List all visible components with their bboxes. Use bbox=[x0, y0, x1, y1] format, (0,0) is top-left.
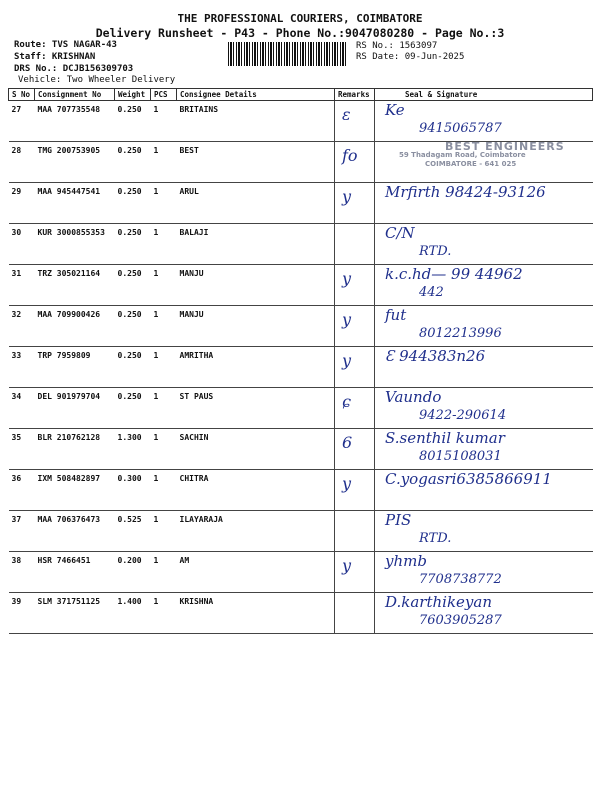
table-row bbox=[9, 306, 593, 347]
remark-mark: y bbox=[342, 187, 352, 206]
cell-consignee: BRITAINS bbox=[177, 101, 335, 142]
cell-weight: 0.250 bbox=[115, 101, 151, 142]
cell-sno: 33 bbox=[9, 347, 35, 388]
signature-line-1: k.c.hd— 99 44962 bbox=[385, 265, 523, 283]
cell-sno: 29 bbox=[9, 183, 35, 224]
cell-weight: 0.250 bbox=[115, 347, 151, 388]
signature-line-1: C/N bbox=[385, 224, 415, 242]
cell-pcs: 1 bbox=[151, 429, 177, 470]
cell-remarks bbox=[335, 511, 375, 552]
table-row bbox=[9, 142, 593, 183]
cell-weight: 0.250 bbox=[115, 224, 151, 265]
cell-sno: 32 bbox=[9, 306, 35, 347]
cell-weight: 0.250 bbox=[115, 142, 151, 183]
table-row bbox=[9, 347, 593, 388]
cell-consignment-no: TRZ 305021164 bbox=[35, 265, 115, 306]
cell-consignment-no: MAA 945447541 bbox=[35, 183, 115, 224]
cell-consignment-no: SLM 371751125 bbox=[35, 593, 115, 634]
col-consignee-header: Consignee Details bbox=[177, 89, 335, 101]
cell-consignment-no: TMG 200753905 bbox=[35, 142, 115, 183]
cell-signature bbox=[375, 142, 593, 183]
col-weight-header: Weight bbox=[115, 89, 151, 101]
col-consignment-header: Consignment No bbox=[35, 89, 115, 101]
cell-consignee: CHITRA bbox=[177, 470, 335, 511]
signature-line-1: S.senthil kumar bbox=[385, 429, 505, 447]
cell-remarks bbox=[335, 552, 375, 593]
cell-pcs: 1 bbox=[151, 388, 177, 429]
table-row bbox=[9, 511, 593, 552]
cell-sno: 31 bbox=[9, 265, 35, 306]
cell-signature bbox=[375, 183, 593, 224]
cell-pcs: 1 bbox=[151, 101, 177, 142]
cell-consignee: MANJU bbox=[177, 265, 335, 306]
cell-consignee: ARUL bbox=[177, 183, 335, 224]
signature-line-2: 7603905287 bbox=[419, 613, 502, 628]
cell-consignee: SACHIN bbox=[177, 429, 335, 470]
signature-line-1: D.karthikeyan bbox=[385, 593, 492, 611]
cell-signature bbox=[375, 101, 593, 142]
cell-consignee: BALAJI bbox=[177, 224, 335, 265]
cell-consignment-no: KUR 3000855353 bbox=[35, 224, 115, 265]
remark-mark: y bbox=[342, 474, 352, 493]
cell-consignment-no: MAA 709900426 bbox=[35, 306, 115, 347]
remark-mark: ɕ bbox=[342, 392, 351, 411]
table-row bbox=[9, 388, 593, 429]
cell-signature bbox=[375, 593, 593, 634]
cell-weight: 0.300 bbox=[115, 470, 151, 511]
stamp-line: BEST ENGINEERS bbox=[445, 140, 565, 153]
table-row bbox=[9, 101, 593, 142]
cell-pcs: 1 bbox=[151, 552, 177, 593]
cell-remarks bbox=[335, 101, 375, 142]
cell-consignee: ILAYARAJA bbox=[177, 511, 335, 552]
cell-consignee: AM bbox=[177, 552, 335, 593]
signature-line-1: Vaundo bbox=[385, 388, 442, 406]
cell-sno: 30 bbox=[9, 224, 35, 265]
cell-signature bbox=[375, 224, 593, 265]
table-row bbox=[9, 224, 593, 265]
cell-weight: 0.250 bbox=[115, 265, 151, 306]
remark-mark: y bbox=[342, 556, 352, 575]
signature-line-1: PIS bbox=[385, 511, 412, 529]
cell-remarks bbox=[335, 142, 375, 183]
remark-mark: ɛ bbox=[342, 105, 351, 124]
cell-sno: 34 bbox=[9, 388, 35, 429]
remark-mark: fo bbox=[342, 146, 358, 165]
signature-line-1: Ke bbox=[385, 101, 405, 119]
cell-remarks bbox=[335, 593, 375, 634]
cell-pcs: 1 bbox=[151, 265, 177, 306]
cell-weight: 0.250 bbox=[115, 388, 151, 429]
cell-consignment-no: IXM 508482897 bbox=[35, 470, 115, 511]
remark-mark: 6 bbox=[342, 433, 353, 452]
company-stamp bbox=[385, 142, 565, 169]
cell-weight: 1.300 bbox=[115, 429, 151, 470]
cell-pcs: 1 bbox=[151, 306, 177, 347]
company-title: THE PROFESSIONAL COURIERS, COIMBATORE bbox=[177, 12, 423, 25]
remark-mark: y bbox=[342, 351, 352, 370]
cell-pcs: 1 bbox=[151, 470, 177, 511]
cell-pcs: 1 bbox=[151, 511, 177, 552]
cell-pcs: 1 bbox=[151, 183, 177, 224]
route-label: Route: TVS NAGAR-43 bbox=[14, 40, 117, 50]
signature-line-2: 9415065787 bbox=[419, 121, 502, 136]
cell-consignment-no: DEL 901979704 bbox=[35, 388, 115, 429]
signature-line-1: Mrfirth 98424-93126 bbox=[385, 183, 546, 201]
cell-signature bbox=[375, 306, 593, 347]
cell-remarks bbox=[335, 429, 375, 470]
cell-weight: 0.200 bbox=[115, 552, 151, 593]
cell-consignment-no: HSR 7466451 bbox=[35, 552, 115, 593]
cell-consignment-no: TRP 7959809 bbox=[35, 347, 115, 388]
cell-signature bbox=[375, 511, 593, 552]
cell-weight: 0.525 bbox=[115, 511, 151, 552]
signature-line-1: Ɛ 944383n26 bbox=[385, 347, 486, 365]
col-remarks-header: Remarks bbox=[335, 89, 375, 101]
cell-sno: 27 bbox=[9, 101, 35, 142]
cell-remarks bbox=[335, 306, 375, 347]
col-sno-header: S No bbox=[9, 89, 35, 101]
cell-remarks bbox=[335, 347, 375, 388]
cell-consignee: AMRITHA bbox=[177, 347, 335, 388]
signature-line-1: yhmb bbox=[385, 552, 427, 570]
cell-consignment-no: MAA 706376473 bbox=[35, 511, 115, 552]
cell-remarks bbox=[335, 183, 375, 224]
remark-mark: y bbox=[342, 310, 352, 329]
cell-pcs: 1 bbox=[151, 224, 177, 265]
cell-remarks bbox=[335, 265, 375, 306]
rs-date-label: RS Date: 09-Jun-2025 bbox=[356, 52, 465, 62]
cell-sno: 28 bbox=[9, 142, 35, 183]
signature-line-2: RTD. bbox=[419, 244, 452, 259]
stamp-line: COIMBATORE - 641 025 bbox=[425, 160, 517, 168]
cell-signature bbox=[375, 429, 593, 470]
cell-sno: 39 bbox=[9, 593, 35, 634]
cell-signature bbox=[375, 265, 593, 306]
table-row bbox=[9, 593, 593, 634]
signature-line-2: 9422-290614 bbox=[419, 408, 507, 423]
cell-weight: 0.250 bbox=[115, 306, 151, 347]
runsheet-subtitle: Delivery Runsheet - P43 - Phone No.:9047080280 - Page No.:3 bbox=[95, 26, 505, 40]
signature-line-2: 7708738772 bbox=[419, 572, 502, 587]
cell-consignee: ST PAUS bbox=[177, 388, 335, 429]
table-row bbox=[9, 183, 593, 224]
col-pcs-header: PCS bbox=[151, 89, 177, 101]
cell-signature bbox=[375, 552, 593, 593]
remark-mark: y bbox=[342, 269, 352, 288]
cell-signature bbox=[375, 347, 593, 388]
runsheet-table bbox=[8, 88, 593, 634]
signature-line-2: RTD. bbox=[419, 531, 452, 546]
signature-line-1: fut bbox=[385, 306, 407, 324]
signature-line-2: 442 bbox=[419, 285, 444, 300]
cell-consignment-no: BLR 210762128 bbox=[35, 429, 115, 470]
vehicle-label: Vehicle: Two Wheeler Delivery bbox=[18, 75, 176, 85]
cell-signature bbox=[375, 470, 593, 511]
rs-no-label: RS No.: 1563097 bbox=[356, 41, 438, 51]
cell-sno: 36 bbox=[9, 470, 35, 511]
cell-remarks bbox=[335, 388, 375, 429]
cell-consignee: MANJU bbox=[177, 306, 335, 347]
cell-weight: 1.400 bbox=[115, 593, 151, 634]
cell-sno: 37 bbox=[9, 511, 35, 552]
table-row bbox=[9, 265, 593, 306]
cell-sno: 38 bbox=[9, 552, 35, 593]
cell-remarks bbox=[335, 224, 375, 265]
staff-label: Staff: KRISHNAN bbox=[14, 52, 96, 62]
table-row bbox=[9, 552, 593, 593]
cell-consignee: KRISHNA bbox=[177, 593, 335, 634]
cell-remarks bbox=[335, 470, 375, 511]
drs-label: DRS No.: DCJB156309703 bbox=[14, 64, 134, 74]
cell-weight: 0.250 bbox=[115, 183, 151, 224]
cell-sno: 35 bbox=[9, 429, 35, 470]
signature-line-2: 8012213996 bbox=[419, 326, 502, 341]
signature-line-1: C.yogasri6385866911 bbox=[385, 470, 552, 488]
cell-consignment-no: MAA 707735548 bbox=[35, 101, 115, 142]
cell-consignee: BEST bbox=[177, 142, 335, 183]
table-row bbox=[9, 470, 593, 511]
cell-pcs: 1 bbox=[151, 142, 177, 183]
signature-line-2: 8015108031 bbox=[419, 449, 502, 464]
cell-signature bbox=[375, 388, 593, 429]
cell-pcs: 1 bbox=[151, 347, 177, 388]
table-row bbox=[9, 429, 593, 470]
barcode bbox=[228, 42, 348, 66]
cell-pcs: 1 bbox=[151, 593, 177, 634]
col-signature-header: Seal & Signature bbox=[375, 89, 593, 101]
table-header-row bbox=[9, 89, 593, 101]
stamp-line: 59 Thadagam Road, Coimbatore bbox=[399, 151, 526, 159]
